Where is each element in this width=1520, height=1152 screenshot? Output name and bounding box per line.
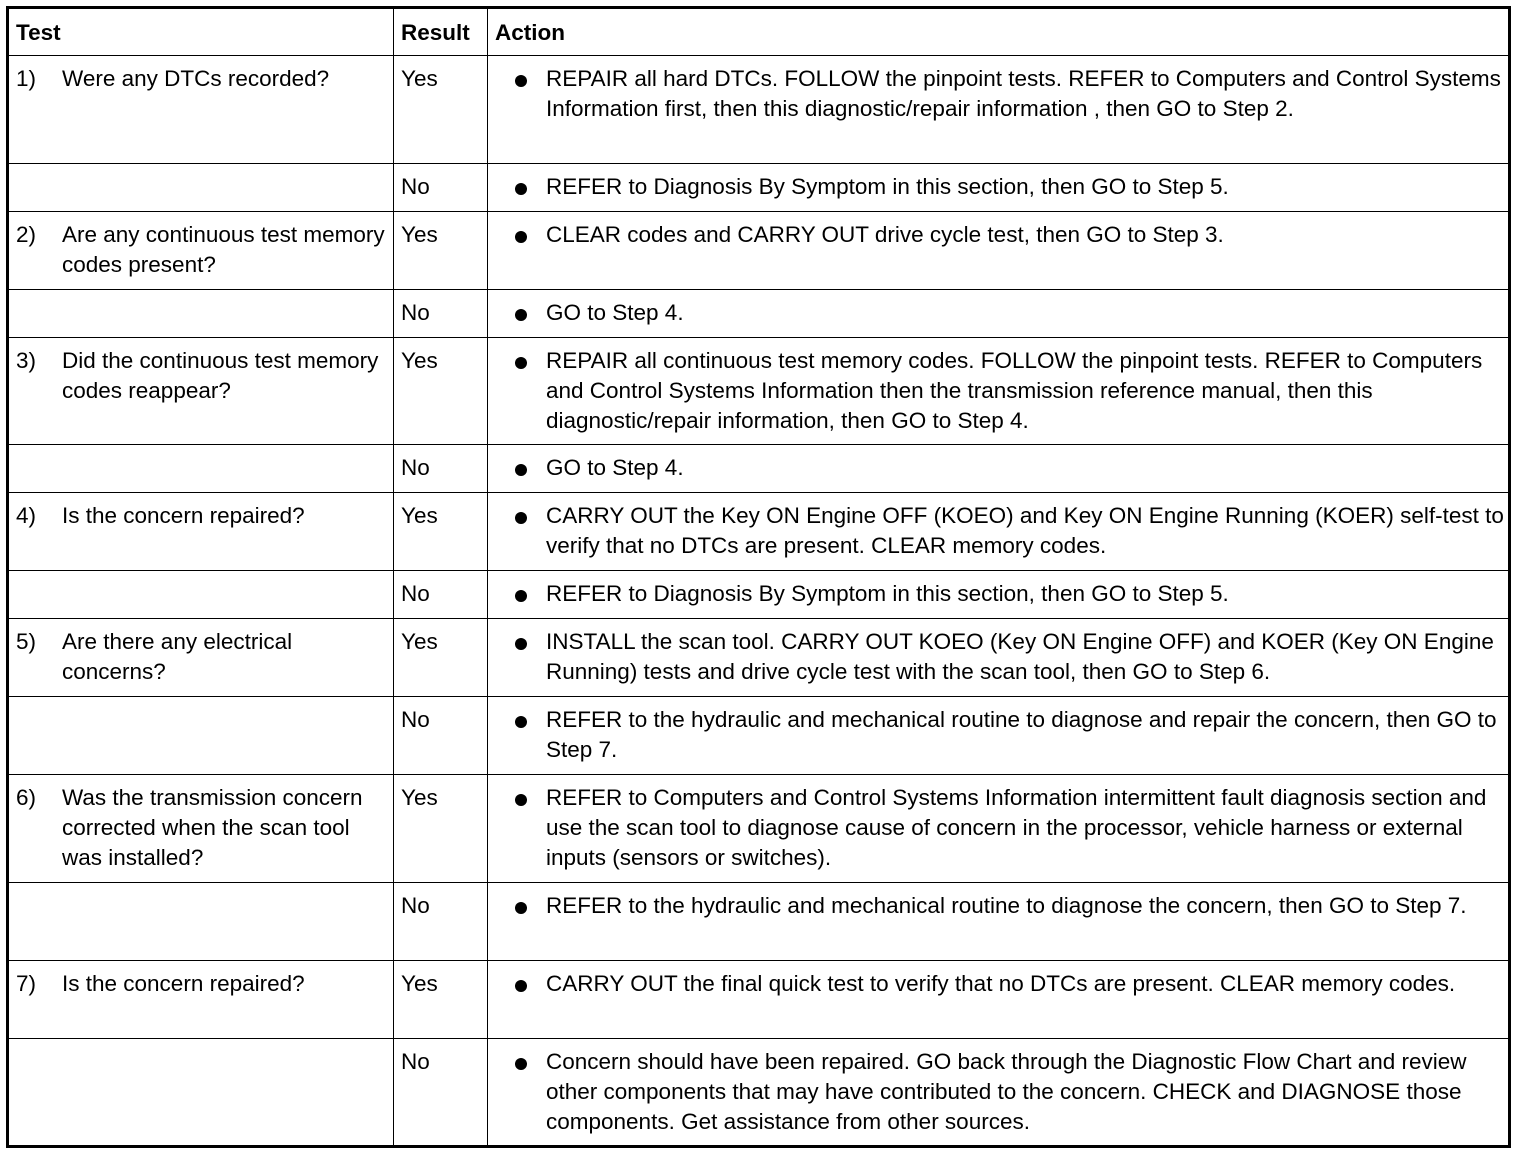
action-cell	[488, 883, 1510, 961]
table-row	[8, 697, 1510, 775]
test-cell	[8, 338, 394, 445]
action-text: CARRY OUT the final quick test to verify that no DTCs are present. CLEAR memory codes.	[546, 971, 1456, 996]
action-text: CLEAR codes and CARRY OUT drive cycle test, then GO to Step 3.	[546, 222, 1224, 247]
test-question: Are there any electrical concerns?	[62, 629, 293, 684]
action-cell	[488, 493, 1510, 571]
action-cell	[488, 338, 1510, 445]
header-action: Action	[488, 8, 1510, 56]
action-cell	[488, 164, 1510, 212]
test-cell	[8, 164, 394, 212]
result-cell: No	[394, 164, 488, 212]
bullet-icon	[515, 902, 527, 914]
test-cell	[8, 697, 394, 775]
test-question: Was the transmission concern corrected when the scan tool was installed?	[62, 785, 363, 870]
action-cell	[488, 619, 1510, 697]
test-cell	[8, 571, 394, 619]
result-cell: Yes	[394, 493, 488, 571]
table-row	[8, 338, 1510, 445]
result-cell: No	[394, 290, 488, 338]
action-text: REFER to Diagnosis By Symptom in this section, then GO to Step 5.	[546, 581, 1229, 606]
action-text: REFER to Diagnosis By Symptom in this section, then GO to Step 5.	[546, 174, 1229, 199]
action-cell	[488, 212, 1510, 290]
table-row	[8, 961, 1510, 1039]
bullet-icon	[515, 75, 527, 87]
result-cell: No	[394, 1039, 488, 1147]
table-row	[8, 571, 1510, 619]
test-question: Is the concern repaired?	[62, 503, 305, 528]
test-number: 4)	[16, 503, 37, 528]
bullet-icon	[515, 231, 527, 243]
table-row	[8, 493, 1510, 571]
action-text: GO to Step 4.	[546, 455, 684, 480]
test-question: Is the concern repaired?	[62, 971, 305, 996]
bullet-icon	[515, 716, 527, 728]
action-text: Concern should have been repaired. GO back through the Diagnostic Flow Chart and review other components that may have contributed to the concern. CHECK and DIAGNOSE those components. Get assistance from other sources.	[546, 1049, 1467, 1134]
table-row	[8, 619, 1510, 697]
result-cell: No	[394, 883, 488, 961]
test-cell	[8, 775, 394, 883]
result-cell: Yes	[394, 619, 488, 697]
test-number: 2)	[16, 222, 37, 247]
test-cell	[8, 445, 394, 493]
bullet-icon	[515, 1058, 527, 1070]
table-row	[8, 1039, 1510, 1147]
test-cell	[8, 56, 394, 164]
test-number: 7)	[16, 971, 37, 996]
action-cell	[488, 56, 1510, 164]
header-test: Test	[8, 8, 394, 56]
bullet-icon	[515, 794, 527, 806]
header-result: Result	[394, 8, 488, 56]
bullet-icon	[515, 590, 527, 602]
table-row	[8, 164, 1510, 212]
action-text: REFER to Computers and Control Systems Information intermittent fault diagnosis section and use the scan tool to diagnose cause of concern in the processor, vehicle harness or external inputs (sensors or switches).	[546, 785, 1487, 870]
table-row	[8, 212, 1510, 290]
test-cell	[8, 290, 394, 338]
action-text: REFER to the hydraulic and mechanical routine to diagnose the concern, then GO to Step 7.	[546, 893, 1467, 918]
result-cell: Yes	[394, 961, 488, 1039]
test-question: Were any DTCs recorded?	[62, 66, 330, 91]
table-row	[8, 56, 1510, 164]
table-row	[8, 445, 1510, 493]
bullet-icon	[515, 464, 527, 476]
bullet-icon	[515, 980, 527, 992]
test-cell	[8, 212, 394, 290]
action-text: REPAIR all continuous test memory codes. FOLLOW the pinpoint tests. REFER to Computers and Control Systems Information then the transmission reference manual, then this diagnostic/repair information, then GO to Step 4.	[546, 348, 1483, 433]
table-row	[8, 775, 1510, 883]
bullet-icon	[515, 357, 527, 369]
result-cell: Yes	[394, 338, 488, 445]
action-text: INSTALL the scan tool. CARRY OUT KOEO (Key ON Engine OFF) and KOER (Key ON Engine Running) tests and drive cycle test with the scan tool, then GO to Step 6.	[546, 629, 1494, 684]
test-number: 1)	[16, 66, 37, 91]
bullet-icon	[515, 638, 527, 650]
result-cell: Yes	[394, 212, 488, 290]
test-cell	[8, 1039, 394, 1147]
bullet-icon	[515, 183, 527, 195]
test-cell	[8, 619, 394, 697]
action-cell	[488, 445, 1510, 493]
table-row	[8, 883, 1510, 961]
action-cell	[488, 775, 1510, 883]
test-cell	[8, 961, 394, 1039]
bullet-icon	[515, 512, 527, 524]
test-number: 5)	[16, 629, 37, 654]
test-question: Did the continuous test memory codes reappear?	[62, 348, 379, 403]
action-cell	[488, 961, 1510, 1039]
result-cell: No	[394, 697, 488, 775]
diagnostic-table	[6, 6, 1511, 1148]
table-row	[8, 290, 1510, 338]
action-cell	[488, 697, 1510, 775]
result-cell: Yes	[394, 56, 488, 164]
test-question: Are any continuous test memory codes present?	[62, 222, 385, 277]
action-text: CARRY OUT the Key ON Engine OFF (KOEO) and Key ON Engine Running (KOER) self-test to verify that no DTCs are present. CLEAR memory codes.	[546, 503, 1504, 558]
test-cell	[8, 883, 394, 961]
result-cell: Yes	[394, 775, 488, 883]
test-number: 6)	[16, 785, 37, 810]
action-cell	[488, 290, 1510, 338]
action-text: GO to Step 4.	[546, 300, 684, 325]
action-cell	[488, 571, 1510, 619]
header-row	[8, 8, 1510, 56]
test-cell	[8, 493, 394, 571]
action-cell	[488, 1039, 1510, 1147]
result-cell: No	[394, 445, 488, 493]
test-number: 3)	[16, 348, 37, 373]
action-text: REFER to the hydraulic and mechanical routine to diagnose and repair the concern, then GO to Step 7.	[546, 707, 1497, 762]
result-cell: No	[394, 571, 488, 619]
bullet-icon	[515, 309, 527, 321]
action-text: REPAIR all hard DTCs. FOLLOW the pinpoint tests. REFER to Computers and Control Systems Information first, then this diagnostic/repair information , then GO to Step 2.	[546, 66, 1501, 121]
